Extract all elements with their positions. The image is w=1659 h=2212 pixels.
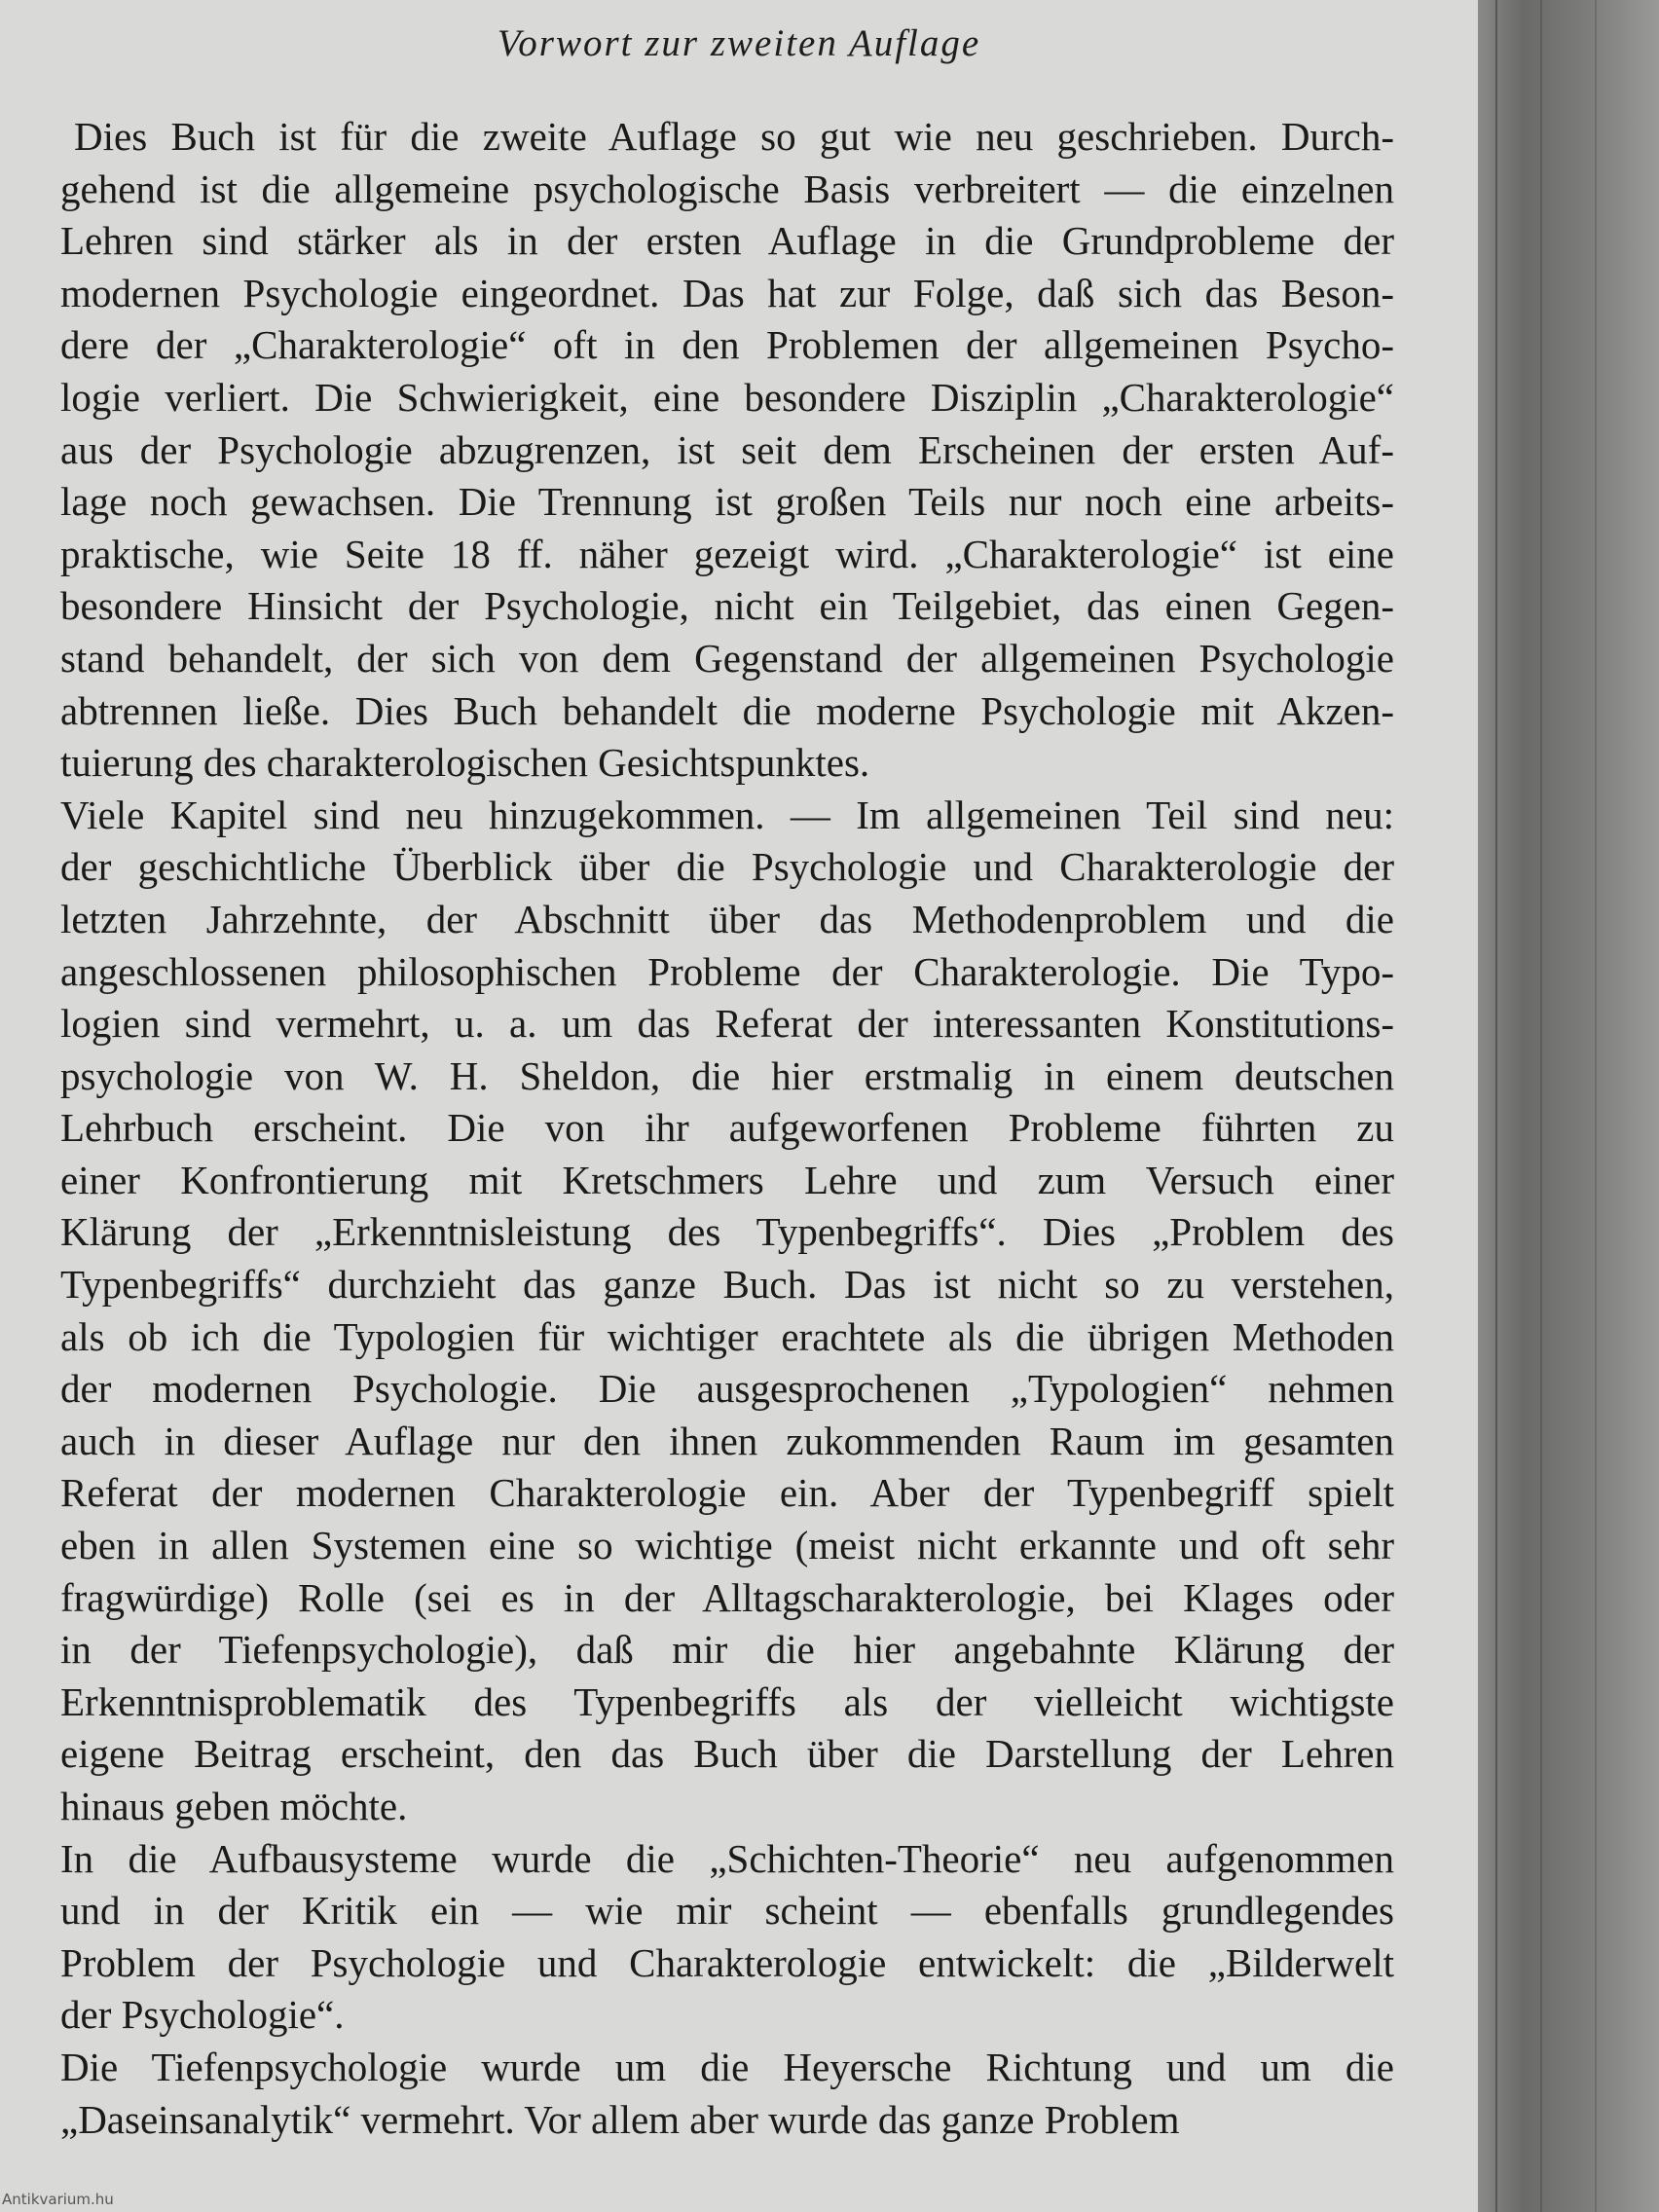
text-line: gehend ist die allgemeine psychologische Basis verbreitert — die einzelnen <box>60 166 1394 211</box>
watermark: Antikvarium.hu <box>2 2191 114 2208</box>
text-line: hinaus geben möchte. <box>60 1784 408 1828</box>
text-line: und in der Kritik ein — wie mir scheint — ebenfalls grundlegendes <box>60 1888 1394 1934</box>
text-line: In die Aufbausysteme wurde die „Schichten-Theorie“ neu aufgenommen <box>60 1835 1394 1881</box>
text-line: aus der Psychologie abzugrenzen, ist seit dem Erscheinen der ersten Auf- <box>60 426 1394 472</box>
text-line: der modernen Psychologie. Die ausgesprochenen „Typologien“ nehmen <box>60 1366 1394 1412</box>
text-line: tuierung des charakterologischen Gesichtspunktes. <box>60 740 870 786</box>
text-line: angeschlossenen philosophischen Probleme der Charakterologie. Die Typo- <box>60 948 1394 994</box>
text-line: der Psychologie“. <box>60 1992 345 2038</box>
text-line: dere der „Charakterologie“ oft in den Problemen der allgemeinen Psycho- <box>60 322 1394 368</box>
text-line: in der Tiefenpsychologie), daß mir die hier angebahnte Klärung der <box>60 1627 1394 1673</box>
text-line: Die Tiefenpsychologie wurde um die Heyersche Richtung und um die <box>60 2044 1394 2089</box>
page-fore-edge <box>1478 0 1659 2212</box>
text-line: fragwürdige) Rolle (sei es in der Alltagscharakterologie, bei Klages oder <box>60 1574 1394 1620</box>
text-line: besondere Hinsicht der Psychologie, nicht ein Teilgebiet, das einen Gegen- <box>60 583 1394 629</box>
text-line: einer Konfrontierung mit Kretschmers Lehre und zum Versuch einer <box>60 1157 1394 1202</box>
text-line: auch in dieser Auflage nur den ihnen zukommenden Raum im gesamten <box>60 1418 1394 1463</box>
text-line: Viele Kapitel sind neu hinzugekommen. — Im allgemeinen Teil sind neu: <box>60 792 1394 837</box>
text-line: Dies Buch ist für die zweite Auflage so gut wie neu geschrieben. Durch- <box>74 114 1394 159</box>
text-line: „Daseinsanalytik“ vermehrt. Vor allem aber wurde das ganze Problem <box>60 2096 1180 2142</box>
text-line: der geschichtliche Überblick über die Psychologie und Charakterologie der <box>60 844 1394 890</box>
text-line: eigene Beitrag erscheint, den das Buch über die Darstellung der Lehren <box>60 1731 1394 1777</box>
text-line: Lehrbuch erscheint. Die von ihr aufgeworfenen Probleme führten zu <box>60 1105 1394 1151</box>
text-line: Klärung der „Erkenntnisleistung des Typenbegriffs“. Dies „Problem des <box>60 1209 1394 1255</box>
text-line: Referat der modernen Charakterologie ein. Aber der Typenbegriff spielt <box>60 1470 1394 1516</box>
text-line: modernen Psychologie eingeordnet. Das hat zur Folge, daß sich das Beson- <box>60 270 1394 315</box>
text-line: stand behandelt, der sich von dem Gegenstand der allgemeinen Psychologie <box>60 635 1394 681</box>
text-line: psychologie von W. H. Sheldon, die hier erstmalig in einem deutschen <box>60 1052 1394 1098</box>
text-line: lage noch gewachsen. Die Trennung ist großen Teils nur noch eine arbeits- <box>60 479 1394 525</box>
text-line: praktische, wie Seite 18 ff. näher gezeigt wird. „Charakterologie“ ist eine <box>60 531 1394 576</box>
text-line: logien sind vermehrt, u. a. um das Referat der interessanten Konstitutions- <box>60 1001 1394 1047</box>
text-line: Problem der Psychologie und Charakterologie entwickelt: die „Bilderwelt <box>60 1939 1394 1985</box>
text-line: letzten Jahrzehnte, der Abschnitt über das Methodenproblem und die <box>60 896 1394 941</box>
text-line: eben in allen Systemen eine so wichtige (meist nicht erkannte und oft sehr <box>60 1523 1394 1568</box>
text-line: als ob ich die Typologien für wichtiger erachtete als die übrigen Methoden <box>60 1313 1394 1359</box>
text-line: abtrennen ließe. Dies Buch behandelt die moderne Psychologie mit Akzen- <box>60 687 1394 733</box>
text-line: Erkenntnisproblematik des Typenbegriffs als der vielleicht wichtigste <box>60 1678 1394 1724</box>
text-line: logie verliert. Die Schwierigkeit, eine besondere Disziplin „Charakterologie“ <box>60 374 1394 420</box>
text-line: Lehren sind stärker als in der ersten Auflage in die Grundprobleme der <box>60 218 1394 264</box>
running-head: Vorwort zur zweiten Auflage <box>497 22 981 64</box>
text-line: Typenbegriffs“ durchzieht das ganze Buch. Das ist nicht so zu verstehen, <box>60 1262 1394 1308</box>
body-text <box>60 111 1394 2146</box>
